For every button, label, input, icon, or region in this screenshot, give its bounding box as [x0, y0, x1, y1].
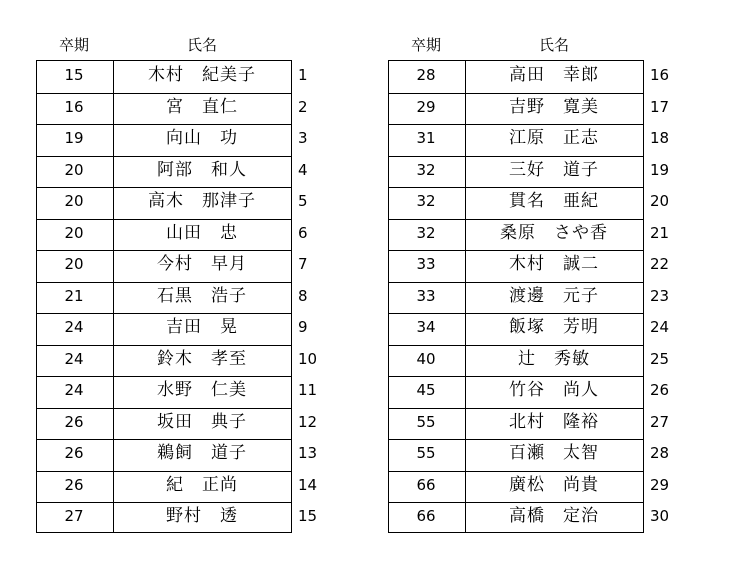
- name-cell: 木村 紀美子: [148, 65, 256, 85]
- name-cell: 渡邊 元子: [509, 285, 599, 306]
- year-cell: 24: [64, 349, 84, 368]
- row-number: 16: [650, 66, 670, 84]
- year-cell: 66: [416, 475, 436, 494]
- name-cell: 木村 誠二: [509, 254, 599, 274]
- year-cell: 26: [64, 475, 84, 494]
- year-cell: 34: [416, 318, 436, 336]
- row-number: 26: [650, 381, 670, 399]
- year-cell: 24: [64, 318, 84, 336]
- name-cell: 江原 正志: [509, 128, 599, 148]
- row-number: 2: [298, 97, 308, 116]
- year-cell: 32: [416, 192, 436, 210]
- year-cell: 66: [416, 507, 436, 525]
- name-cell: 三好 道子: [509, 159, 599, 180]
- name-cell: 吉野 寛美: [509, 96, 599, 117]
- name-cell: 鈴木 孝至: [157, 348, 247, 369]
- row-number: 4: [298, 160, 308, 179]
- year-cell: 40: [416, 349, 436, 368]
- row-number: 6: [298, 223, 308, 242]
- name-cell: 辻 秀敏: [518, 348, 590, 369]
- row-number: 27: [650, 412, 670, 431]
- row-number: 30: [650, 507, 670, 525]
- row-number: 20: [650, 192, 670, 210]
- row-number: 28: [650, 444, 670, 462]
- name-cell: 吉田 晃: [166, 317, 238, 337]
- year-cell: 55: [416, 412, 436, 431]
- name-cell: 山田 忠: [166, 222, 238, 243]
- year-cell: 15: [64, 66, 84, 84]
- row-number: 22: [650, 255, 670, 273]
- name-cell: 水野 仁美: [157, 380, 247, 400]
- year-cell: 28: [416, 66, 436, 84]
- row-number: 3: [298, 129, 308, 147]
- row-number: 17: [650, 97, 670, 116]
- name-cell: 高橋 定治: [509, 506, 599, 526]
- year-cell: 32: [416, 223, 436, 242]
- name-column-header: 氏名: [538, 36, 569, 54]
- year-cell: 31: [416, 129, 436, 147]
- name-cell: 桑原 さや香: [500, 222, 608, 243]
- name-cell: 紀 正尚: [166, 474, 238, 495]
- name-cell: 坂田 典子: [157, 411, 247, 432]
- row-number: 9: [298, 318, 308, 336]
- name-cell: 今村 早月: [157, 254, 247, 274]
- year-cell: 20: [64, 192, 84, 210]
- year-cell: 32: [416, 160, 436, 179]
- year-cell: 29: [416, 97, 436, 116]
- year-cell: 55: [416, 444, 436, 462]
- row-number: 21: [650, 223, 670, 242]
- name-cell: 飯塚 芳明: [509, 317, 599, 337]
- year-cell: 21: [64, 286, 84, 305]
- row-number: 18: [650, 129, 670, 147]
- year-cell: 20: [64, 223, 84, 242]
- row-number: 13: [298, 444, 318, 462]
- year-cell: 19: [64, 129, 84, 147]
- row-number: 14: [298, 475, 318, 494]
- row-number: 19: [650, 160, 670, 179]
- row-number: 15: [298, 507, 318, 525]
- year-cell: 33: [416, 255, 436, 273]
- name-cell: 向山 功: [166, 128, 238, 148]
- name-cell: 高木 那津子: [148, 191, 256, 211]
- year-cell: 45: [416, 381, 436, 399]
- year-cell: 20: [64, 255, 84, 273]
- row-number: 1: [298, 66, 308, 84]
- name-cell: 北村 隆裕: [509, 411, 599, 432]
- name-column-header: 氏名: [186, 36, 217, 54]
- name-cell: 阿部 和人: [157, 159, 247, 180]
- name-cell: 百瀬 太智: [509, 443, 599, 463]
- year-cell: 26: [64, 412, 84, 431]
- year-cell: 24: [64, 381, 84, 399]
- year-cell: 33: [416, 286, 436, 305]
- name-cell: 廣松 尚貴: [509, 474, 599, 495]
- name-cell: 野村 透: [166, 506, 238, 526]
- row-number: 11: [298, 381, 318, 399]
- row-number: 29: [650, 475, 670, 494]
- row-number: 24: [650, 318, 670, 336]
- row-number: 7: [298, 255, 308, 273]
- name-cell: 鵜飼 道子: [157, 443, 247, 463]
- row-number: 25: [650, 349, 670, 368]
- year-column-header: 卒期: [410, 36, 441, 54]
- row-number: 23: [650, 286, 670, 305]
- name-cell: 貫名 亜紀: [509, 191, 599, 211]
- row-number: 8: [298, 286, 308, 305]
- year-cell: 27: [64, 507, 84, 525]
- year-cell: 20: [64, 160, 84, 179]
- year-cell: 26: [64, 444, 84, 462]
- name-cell: 高田 幸郎: [509, 65, 599, 85]
- row-number: 10: [298, 349, 318, 368]
- row-number: 12: [298, 412, 318, 431]
- name-cell: 宮 直仁: [166, 96, 238, 117]
- year-cell: 16: [64, 97, 84, 116]
- year-column-header: 卒期: [58, 36, 89, 54]
- row-number: 5: [298, 192, 308, 210]
- name-cell: 石黒 浩子: [157, 285, 247, 306]
- name-cell: 竹谷 尚人: [509, 380, 599, 400]
